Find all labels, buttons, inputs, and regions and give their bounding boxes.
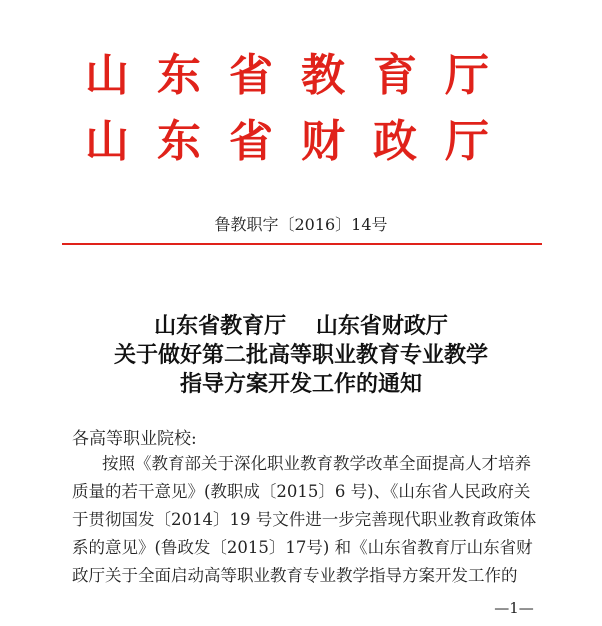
page-number: —1— bbox=[494, 599, 534, 617]
body-line: 系的意见》(鲁政发〔2015〕17号) 和《山东省教育厅山东省财 bbox=[72, 538, 533, 557]
title-line-1: 山东省教育厅 山东省财政厅 bbox=[154, 313, 448, 339]
document-number: 鲁教职字〔2016〕14号 bbox=[214, 215, 388, 234]
salutation: 各高等职业院校: bbox=[72, 429, 197, 449]
title-line-2: 关于做好第二批高等职业教育专业教学 bbox=[113, 342, 488, 368]
body-line: 质量的若干意见》(教职成〔2015〕6 号)、《山东省人民政府关 bbox=[72, 482, 531, 501]
body-line: 于贯彻国发〔2014〕19 号文件进一步完善现代职业教育政策体 bbox=[72, 510, 537, 529]
red-divider bbox=[62, 243, 542, 245]
issuing-org-education: 山东省教育厅 bbox=[85, 50, 517, 101]
body-line: 政厅关于全面启动高等职业教育专业教学指导方案开发工作的 bbox=[72, 566, 518, 585]
title-line-3: 指导方案开发工作的通知 bbox=[179, 371, 422, 397]
body-line: 按照《教育部关于深化职业教育教学改革全面提高人才培养 bbox=[102, 454, 531, 473]
issuing-org-finance: 山东省财政厅 bbox=[85, 116, 517, 167]
